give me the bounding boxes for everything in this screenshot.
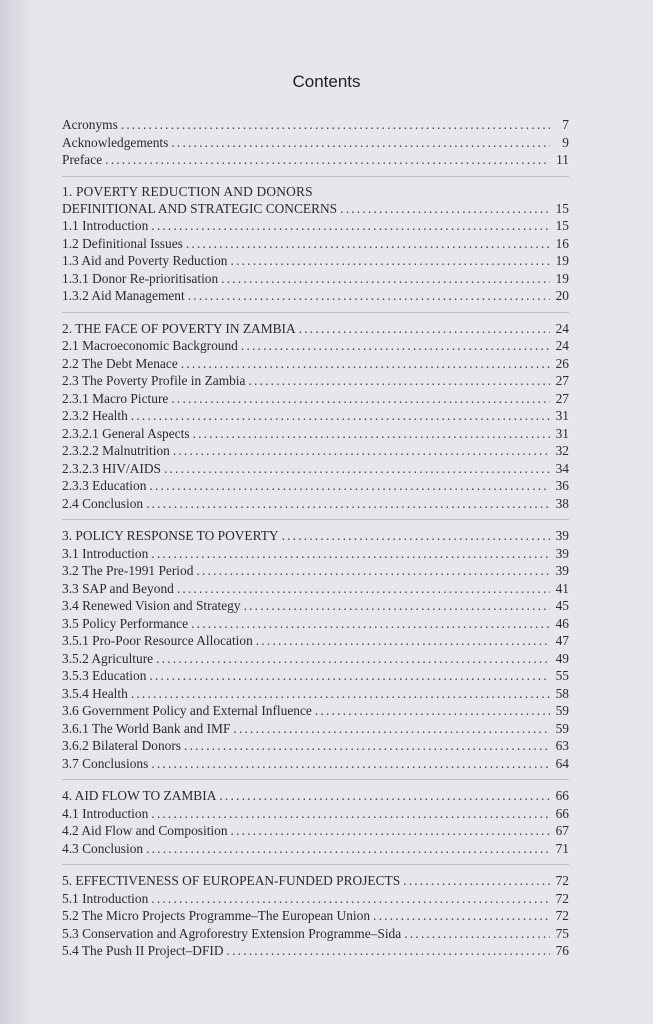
toc-page-number: 32 — [555, 443, 569, 458]
dot-leader — [181, 355, 550, 373]
toc-page-number: 27 — [555, 390, 569, 406]
toc-page-number: 9 — [562, 134, 569, 150]
toc-entry-label: 4.2 Aid Flow and Composition — [62, 823, 228, 838]
dot-leader — [186, 235, 550, 253]
dot-leader — [340, 200, 550, 218]
dot-leader — [151, 805, 550, 823]
toc-entry-label: 5.4 The Push II Project–DFID — [62, 943, 224, 958]
toc-entry[interactable] — [62, 580, 569, 598]
toc-page-number: 59 — [555, 720, 569, 736]
toc-page-number: 41 — [555, 580, 569, 596]
toc-entry[interactable] — [62, 615, 569, 633]
toc-entry[interactable] — [62, 460, 569, 478]
toc-entry[interactable] — [62, 527, 569, 545]
toc-page-number: 39 — [555, 563, 569, 578]
toc-entry-label: 2.3.2.2 Malnutrition — [62, 443, 170, 458]
toc-page-number: 55 — [555, 668, 569, 683]
toc-page-number: 19 — [555, 253, 569, 268]
toc-page-number: 15 — [555, 218, 569, 233]
page-title: Contents — [292, 72, 361, 91]
toc-entry-label: 2. THE FACE OF POVERTY IN ZAMBIA — [62, 320, 296, 336]
toc-entry[interactable] — [62, 667, 569, 685]
toc-entry-label: 3.5.4 Health — [62, 685, 128, 701]
toc-entry[interactable] — [62, 942, 569, 960]
toc-page-number: 49 — [555, 650, 569, 666]
toc-entry[interactable] — [62, 407, 569, 425]
toc-entry-label: 2.2 The Debt Menace — [62, 355, 178, 371]
toc-entry-label: 3.5.2 Agriculture — [62, 650, 154, 666]
toc-entry-label: 3. POLICY RESPONSE TO POVERTY — [62, 528, 279, 543]
dot-leader — [373, 907, 550, 925]
dot-leader — [151, 890, 550, 908]
dot-leader — [227, 942, 550, 960]
dot-leader — [121, 116, 550, 134]
toc-entry[interactable] — [62, 702, 569, 720]
toc-page-number: 71 — [555, 840, 569, 856]
toc-entry[interactable] — [62, 217, 569, 235]
toc-entry[interactable] — [62, 755, 569, 773]
toc-chapter-heading — [62, 184, 569, 200]
toc-entry-label: 5.1 Introduction — [62, 890, 149, 906]
dot-leader — [256, 632, 550, 650]
dot-leader — [233, 720, 550, 738]
toc-page-number: 16 — [555, 235, 569, 251]
toc-section — [62, 116, 569, 169]
toc-entry-label: 3.6.1 The World Bank and IMF — [62, 720, 231, 736]
toc-page-number: 34 — [555, 460, 569, 476]
toc-entry[interactable] — [62, 116, 569, 134]
toc-page-number: 11 — [556, 152, 569, 167]
toc-entry[interactable] — [62, 235, 569, 253]
dot-leader — [151, 545, 550, 563]
dot-leader — [173, 442, 550, 460]
toc-entry-label: 1.1 Introduction — [62, 218, 149, 233]
toc-entry[interactable] — [62, 337, 569, 355]
toc-page-number: 75 — [555, 925, 569, 941]
section-divider — [62, 312, 569, 313]
dot-leader — [171, 134, 550, 152]
toc-section — [62, 320, 569, 513]
toc-page-number: 26 — [555, 355, 569, 371]
toc-entry-label: 5. EFFECTIVENESS OF EUROPEAN-FUNDED PROJECTS — [62, 873, 401, 888]
toc-page-number: 66 — [555, 805, 569, 821]
toc-entry[interactable] — [62, 872, 569, 890]
toc-entry-label: Preface — [62, 152, 103, 167]
toc-page-number: 72 — [555, 890, 569, 906]
dot-leader — [151, 755, 550, 773]
dot-leader — [105, 151, 550, 169]
toc-entry[interactable] — [62, 925, 569, 943]
dot-leader — [146, 840, 550, 858]
toc-page-number: 24 — [555, 338, 569, 353]
dot-leader — [177, 580, 550, 598]
toc-section — [62, 787, 569, 857]
dot-leader — [151, 217, 550, 235]
toc-page-number: 39 — [555, 528, 569, 543]
toc-entry[interactable] — [62, 720, 569, 738]
toc-entry-label: 2.3.1 Macro Picture — [62, 390, 169, 406]
toc-entry-label: 2.1 Macroeconomic Background — [62, 338, 238, 353]
toc-entry[interactable] — [62, 650, 569, 668]
toc-entry-label: 4.1 Introduction — [62, 805, 149, 821]
dot-leader — [193, 425, 550, 443]
toc-page-number: 45 — [555, 598, 569, 613]
toc-page-number: 59 — [555, 703, 569, 718]
toc-entry[interactable] — [62, 372, 569, 390]
dot-leader — [164, 460, 550, 478]
section-divider — [62, 176, 569, 177]
toc-entry[interactable] — [62, 477, 569, 495]
toc-entry[interactable] — [62, 252, 569, 270]
section-divider — [62, 779, 569, 780]
toc-page-number: 19 — [555, 270, 569, 286]
toc-page-number: 27 — [555, 373, 569, 388]
dot-leader — [191, 615, 550, 633]
toc-entry-label: 3.6.2 Bilateral Donors — [62, 738, 182, 753]
toc-entry-label: Acronyms — [62, 117, 118, 132]
toc-entry[interactable] — [62, 151, 569, 169]
dot-leader — [244, 597, 550, 615]
dot-leader — [299, 320, 550, 338]
toc-entry[interactable] — [62, 287, 569, 305]
toc-entry-label: 3.5.1 Pro-Poor Resource Allocation — [62, 633, 253, 648]
dot-leader — [404, 925, 550, 943]
toc-page-number: 64 — [555, 755, 569, 771]
toc-entry-label: 2.3.2 Health — [62, 408, 128, 423]
toc-page-number: 47 — [555, 633, 569, 648]
toc-entry-label: 5.2 The Micro Projects Programme–The European Union — [62, 908, 371, 923]
toc-entry-label: 3.4 Renewed Vision and Strategy — [62, 598, 241, 613]
toc-entry-label: 3.2 The Pre-1991 Period — [62, 563, 194, 578]
toc-page-number: 15 — [555, 200, 569, 216]
toc-entry[interactable] — [62, 425, 569, 443]
toc-page-number: 76 — [555, 943, 569, 958]
toc-entry[interactable] — [62, 495, 569, 513]
dot-leader — [196, 562, 550, 580]
toc-entry[interactable] — [62, 597, 569, 615]
toc-page-number: 72 — [555, 873, 569, 888]
dot-leader — [184, 737, 550, 755]
section-divider — [62, 864, 569, 865]
toc-entry-label: 2.3.2.1 General Aspects — [62, 425, 190, 441]
toc-entry[interactable] — [62, 890, 569, 908]
toc-entry-label: 2.3.3 Education — [62, 478, 147, 493]
toc-page-number: 63 — [555, 738, 569, 753]
toc-page-number: 38 — [555, 495, 569, 511]
dot-leader — [241, 337, 550, 355]
dot-leader — [149, 667, 550, 685]
dot-leader — [221, 270, 550, 288]
toc-section — [62, 527, 569, 772]
dot-leader — [156, 650, 550, 668]
dot-leader — [131, 407, 550, 425]
toc-entry[interactable] — [62, 632, 569, 650]
toc-heading-label: 1. POVERTY REDUCTION AND DONORS — [62, 183, 313, 199]
toc-entry[interactable] — [62, 355, 569, 373]
toc-entry-label: Acknowledgements — [62, 134, 169, 150]
toc-entry-label: 3.5 Policy Performance — [62, 615, 189, 631]
toc-entry-label: DEFINITIONAL AND STRATEGIC CONCERNS — [62, 200, 338, 216]
toc-entry-label: 4.3 Conclusion — [62, 840, 144, 856]
toc-entry[interactable] — [62, 840, 569, 858]
toc-entry-label: 2.4 Conclusion — [62, 495, 144, 511]
toc-entry-label: 5.3 Conservation and Agroforestry Extension Programme–Sida — [62, 925, 402, 941]
toc-page-number: 58 — [555, 685, 569, 701]
toc-entry-label: 3.5.3 Education — [62, 668, 147, 683]
toc-entry-label: 3.1 Introduction — [62, 545, 149, 561]
toc-entry[interactable] — [62, 270, 569, 288]
toc-page-number: 46 — [555, 615, 569, 631]
toc-entry-label: 3.7 Conclusions — [62, 755, 149, 771]
dot-leader — [171, 390, 550, 408]
toc-entry[interactable] — [62, 320, 569, 338]
dot-leader — [219, 787, 550, 805]
toc-entry[interactable] — [62, 562, 569, 580]
toc-page-number: 67 — [555, 823, 569, 838]
dot-leader — [248, 372, 550, 390]
toc-entry[interactable] — [62, 787, 569, 805]
section-divider — [62, 519, 569, 520]
toc-entry-label: 2.3.2.3 HIV/AIDS — [62, 460, 161, 476]
toc-page-number: 72 — [555, 908, 569, 923]
toc-entry-label: 1.3.1 Donor Re-prioritisation — [62, 270, 219, 286]
dot-leader — [188, 287, 550, 305]
toc-page-number: 39 — [555, 545, 569, 561]
dot-leader — [403, 872, 550, 890]
dot-leader — [231, 252, 550, 270]
toc-entry[interactable] — [62, 805, 569, 823]
toc-entry-label: 1.2 Definitional Issues — [62, 235, 183, 251]
toc-page-number: 36 — [555, 478, 569, 493]
toc-page-number: 20 — [555, 288, 569, 303]
toc-entry[interactable] — [62, 737, 569, 755]
toc-section — [62, 184, 569, 305]
table-of-contents — [62, 116, 569, 960]
toc-entry-label: 3.6 Government Policy and External Influence — [62, 703, 312, 718]
toc-entry-label: 1.3.2 Aid Management — [62, 288, 185, 303]
toc-entry[interactable] — [62, 907, 569, 925]
toc-page-number: 31 — [555, 425, 569, 441]
toc-entry[interactable] — [62, 545, 569, 563]
toc-entry[interactable] — [62, 685, 569, 703]
toc-entry-label: 3.3 SAP and Beyond — [62, 580, 174, 596]
toc-page-number: 24 — [555, 320, 569, 336]
dot-leader — [231, 822, 550, 840]
toc-page-number: 66 — [555, 788, 569, 803]
dot-leader — [146, 495, 550, 513]
dot-leader — [315, 702, 550, 720]
toc-entry-label: 4. AID FLOW TO ZAMBIA — [62, 788, 217, 803]
toc-section — [62, 872, 569, 960]
dot-leader — [131, 685, 550, 703]
toc-entry[interactable] — [62, 822, 569, 840]
toc-entry[interactable] — [62, 200, 569, 218]
toc-page-number: 31 — [555, 408, 569, 423]
dot-leader — [282, 527, 550, 545]
dot-leader — [149, 477, 550, 495]
toc-entry[interactable] — [62, 442, 569, 460]
toc-page-number: 7 — [562, 117, 569, 132]
toc-entry[interactable] — [62, 134, 569, 152]
toc-entry-label: 1.3 Aid and Poverty Reduction — [62, 253, 228, 268]
toc-entry[interactable] — [62, 390, 569, 408]
toc-entry-label: 2.3 The Poverty Profile in Zambia — [62, 373, 246, 388]
